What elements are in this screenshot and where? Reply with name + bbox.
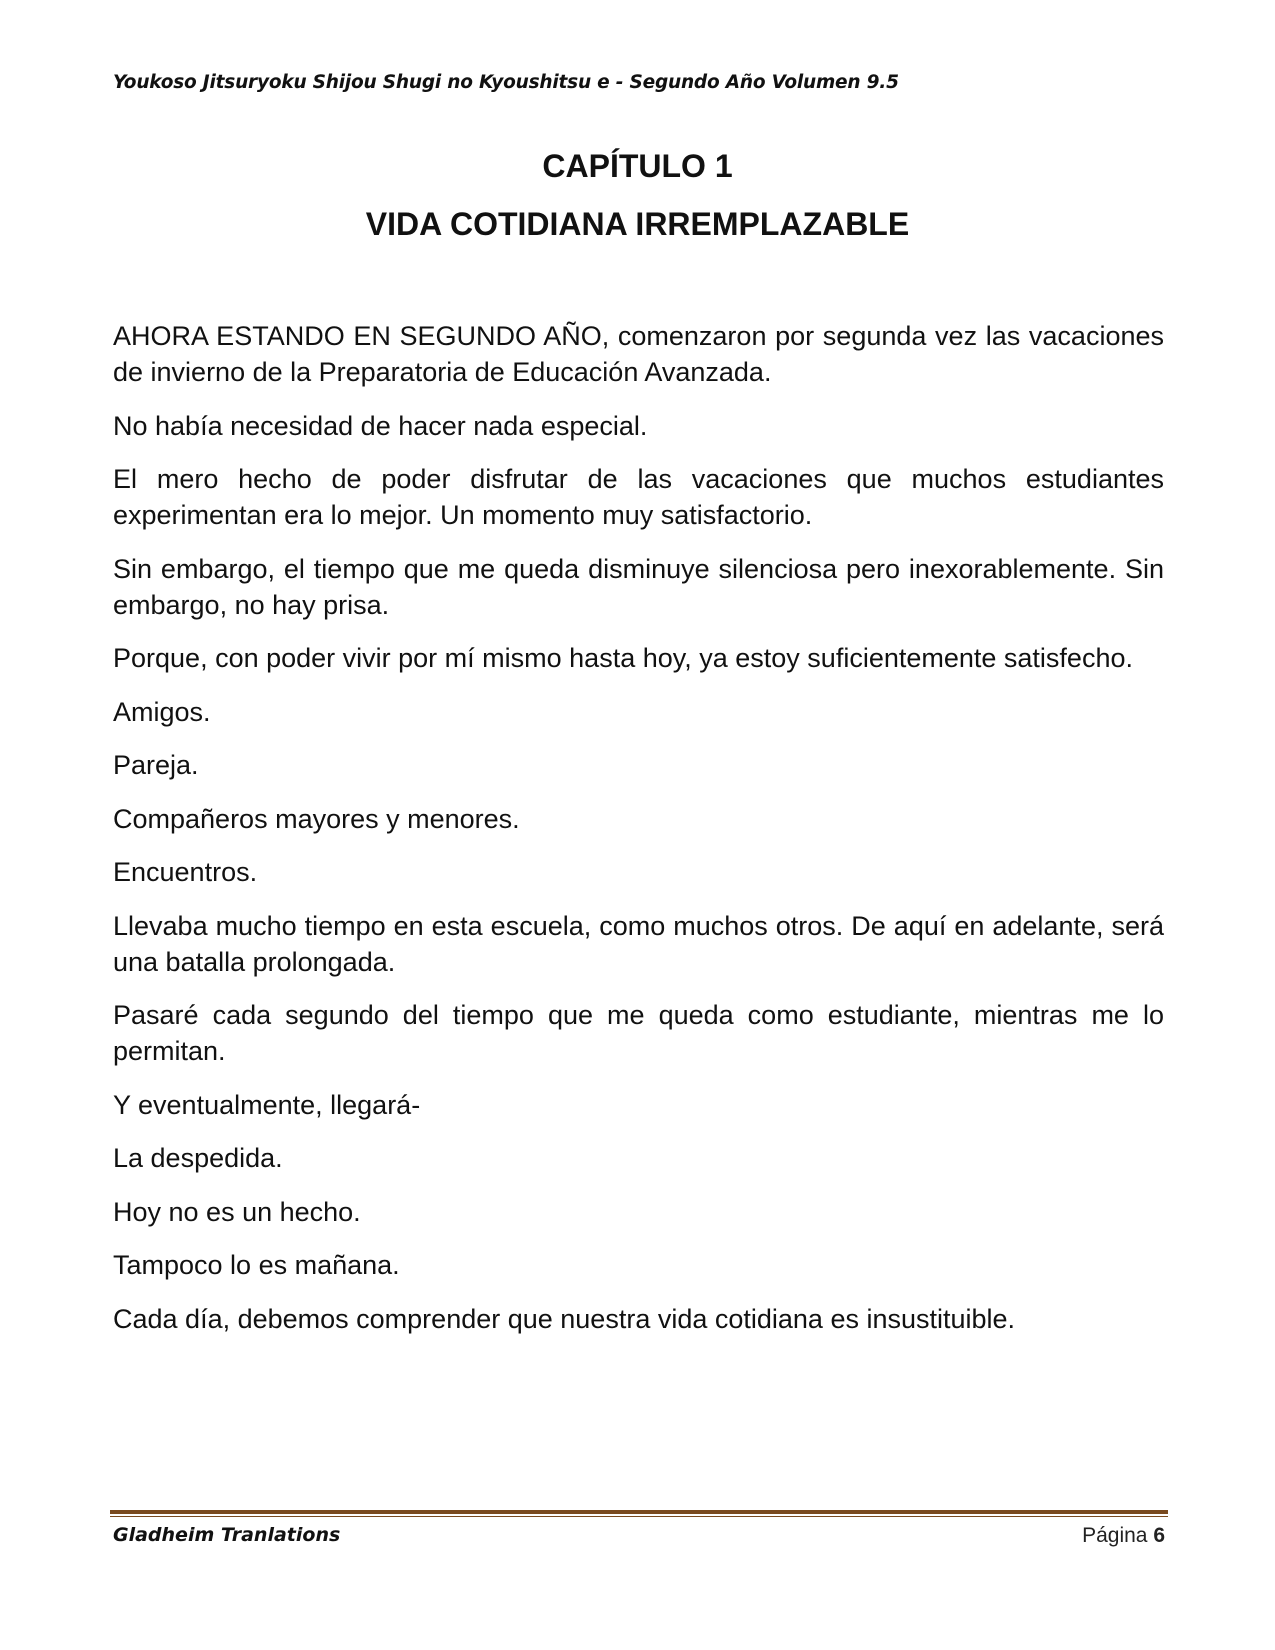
paragraph: Pasaré cada segundo del tiempo que me queda como estudiante, mientras me lo permitan. [113, 1000, 1164, 1066]
paragraph: La despedida. [113, 1143, 283, 1173]
chapter-title: VIDA COTIDIANA IRREMPLAZABLE [365, 206, 910, 242]
paragraph: Compañeros mayores y menores. [113, 803, 520, 834]
chapter-body [113, 318, 1164, 1354]
paragraph: Hoy no es un hecho. [113, 1196, 361, 1227]
paragraph: Porque, con poder vivir por mí mismo hasta hoy, ya estoy suficientemente satisfecho. [113, 643, 1133, 673]
footer-page [1082, 1524, 1165, 1548]
paragraph: Llevaba mucho tiempo en esta escuela, como muchos otros. De aquí en adelante, será una batalla prolongada. [113, 910, 1164, 977]
page-label: Página [1082, 1524, 1148, 1547]
paragraph: Encuentros. [113, 857, 258, 887]
paragraph: Y eventualmente, llegará- [113, 1089, 421, 1120]
paragraph: No había necesidad de hacer nada especial. [113, 410, 648, 441]
footer-translator: Gladheim Tranlations [113, 1524, 341, 1546]
footer-divider [110, 1510, 1168, 1517]
paragraph: Pareja. [113, 750, 199, 780]
paragraph: El mero hecho de poder disfrutar de las vacaciones que muchos estudiantes experimentan era lo mejor. Un momento muy satisfactorio. [113, 464, 1164, 530]
running-header: Youkoso Jitsuryoku Shijou Shugi no Kyoushitsu e - Segundo Año Volumen 9.5 [113, 72, 899, 93]
chapter-number: CAPÍTULO 1 [542, 148, 733, 184]
paragraph: AHORA ESTANDO EN SEGUNDO AÑO, comenzaron por segunda vez las vacaciones de invierno de la Preparatoria de Educación Avanzada. [113, 321, 1164, 387]
paragraph: Amigos. [113, 696, 211, 727]
page-number: 6 [1153, 1524, 1165, 1547]
footer-divider-thin [110, 1516, 1168, 1517]
paragraph: Sin embargo, el tiempo que me queda disminuye silenciosa pero inexorablemente. Sin embargo, no hay prisa. [113, 553, 1164, 620]
paragraph: Tampoco lo es mañana. [113, 1250, 400, 1280]
footer-divider-thick [110, 1510, 1168, 1514]
paragraph: Cada día, debemos comprender que nuestra vida cotidiana es insustituible. [113, 1303, 1016, 1334]
